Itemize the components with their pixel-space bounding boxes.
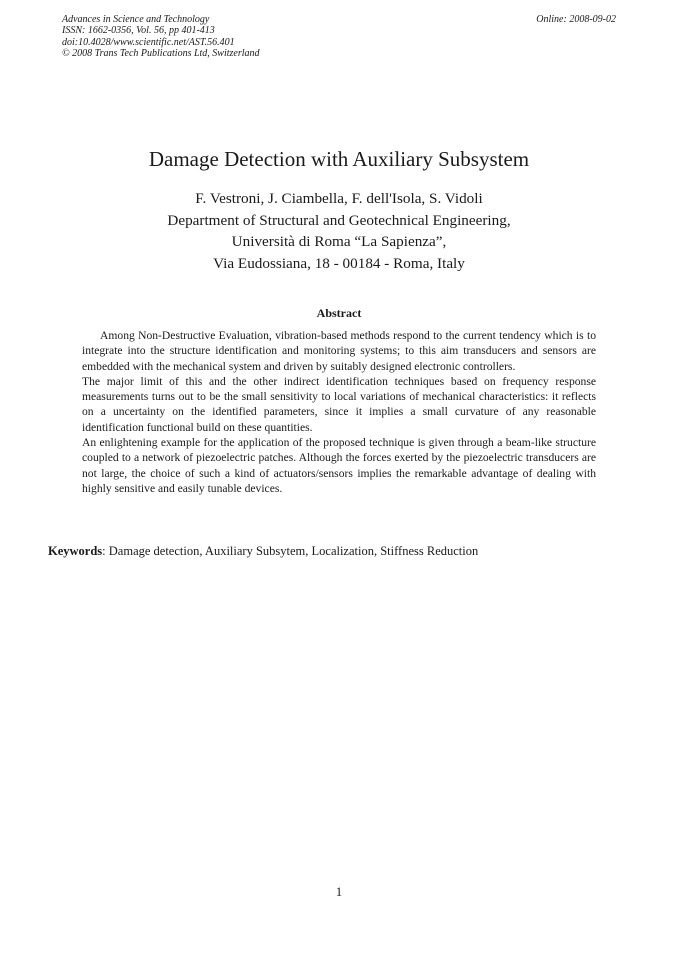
online-date: Online: 2008-09-02 [536,14,616,25]
keywords-text: : Damage detection, Auxiliary Subsytem, Localization, Stiffness Reduction [102,544,479,558]
keywords-line [48,543,638,560]
abstract-heading: Abstract [316,306,362,320]
author-block [0,188,678,274]
affiliation-address: Via Eudossiana, 18 - 00184 - Roma, Italy [213,254,465,272]
abstract-body [82,328,596,496]
journal-name: Advances in Science and Technology [62,14,210,25]
abstract-paragraph: Among Non-Destructive Evaluation, vibration-based methods respond to the current tendency which is to integrate into the structure identification and monitoring systems; to this aim transducers and sensors are embedded with the mechanical system and driven by suitably designed electronic controllers. [82,329,596,373]
paper-title: Damage Detection with Auxiliary Subsystem [148,147,530,171]
affiliation-department: Department of Structural and Geotechnical Engineering, [167,211,511,229]
keywords-label: Keywords [48,544,103,558]
abstract-paragraph: An enlightening example for the application of the proposed technique is given through a beam-like structure coupled to a network of piezoelectric patches. Although the forces exerted by the piezoelectric transducers are not large, the choice of such a kind of actuators/sensors implies the remarkable advantage of dealing with highly sensitive and easily tunable devices. [82,436,596,495]
abstract-paragraph: The major limit of this and the other indirect identification techniques based on frequency response measurements turns out to be the small sensitivity to local variations of mechanical characteristics: it reflects on a uncertainty on the identified parameters, since it implies a small curvature of any reasonable identification functional build on these quantities. [82,374,596,434]
journal-copyright: © 2008 Trans Tech Publications Ltd, Switzerland [62,48,260,60]
journal-header [62,14,260,60]
page-number: 1 [335,885,343,899]
journal-doi: doi:10.4028/www.scientific.net/AST.56.401 [62,36,235,48]
author-list: F. Vestroni, J. Ciambella, F. dell'Isola, S. Vidoli [195,190,483,207]
journal-issn: ISSN: 1662-0356, Vol. 56, pp 401-413 [62,25,215,37]
affiliation-university: Università di Roma “La Sapienza”, [231,233,447,250]
